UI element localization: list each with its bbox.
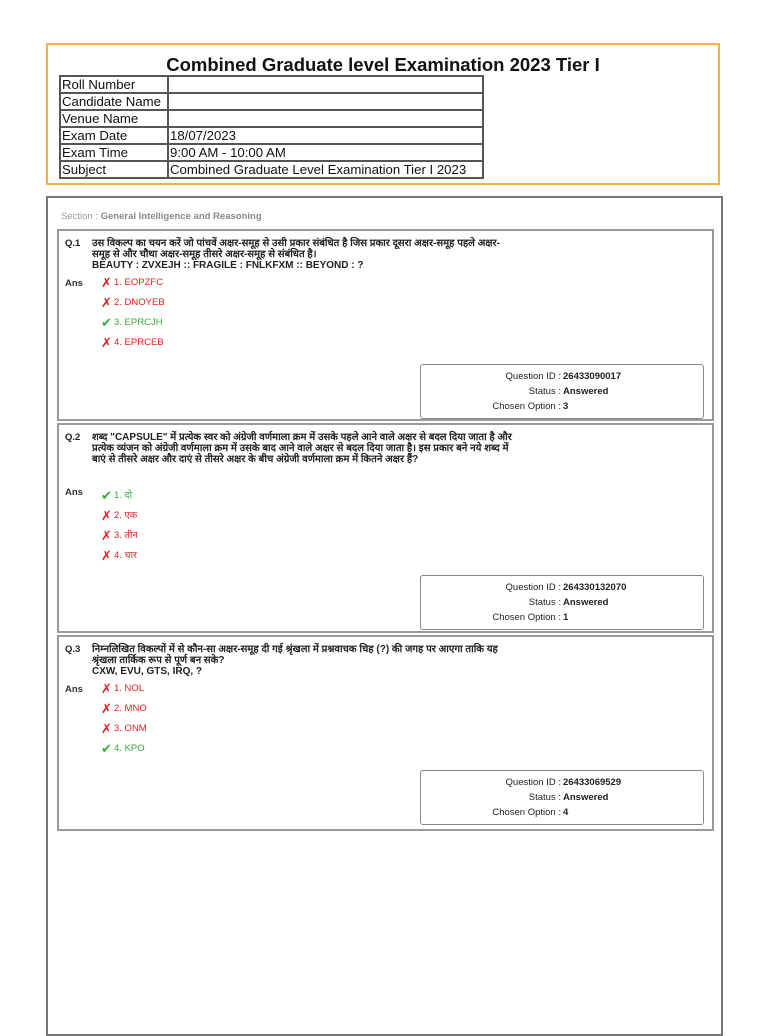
cross-icon: ✗ — [101, 721, 112, 736]
question-body: शब्द "CAPSULE" में प्रत्येक स्वर को अंग्रेजी वर्णमाला क्रम में उसके पहले आने वाले अक्षर से बदल दिया जाता है और प्रत्येक व्यंजन को अंग्रेजी वर्णमाला क्रम में उसके बाद आने वाले अक्षर से बदल दिया जाता है। इस प्रकार बने नये शब्द में बाएं से तीसरे अक्षर और दाएं से तीसरे अक्षर के बीच अंग्रेजी वर्णमाला क्रम में कितने अक्षर हैं? — [92, 432, 512, 465]
question-card — [57, 635, 714, 831]
section-prefix: Section : — [61, 211, 101, 222]
cross-icon: ✗ — [101, 335, 112, 350]
info-label: Candidate Name — [60, 93, 168, 110]
question-meta — [420, 575, 704, 630]
question-text — [92, 432, 512, 465]
question-card — [57, 423, 714, 633]
option-4: ✗ 4. चार — [99, 549, 137, 563]
info-value — [168, 110, 483, 127]
option-1: ✗ 1. EOPZFC — [99, 276, 163, 290]
meta-chosen-option: Chosen Option : 1 — [492, 612, 569, 623]
question-text — [92, 644, 507, 677]
ans-label: Ans — [65, 684, 83, 695]
question-body: उस विकल्प का चयन करें जो पांचवें अक्षर-समूह से उसी प्रकार संबंधित है जिस प्रकार दूसरा अक्षर-समूह पहले अक्षर-समूह से और चौथा अक्षर-समूह तीसरे अक्षर-समूह से संबंधित है। — [92, 238, 500, 260]
option-3: ✗ 3. तीन — [99, 529, 138, 543]
info-label: Roll Number — [60, 76, 168, 93]
table-row — [60, 161, 483, 178]
table-row — [60, 144, 483, 161]
cross-icon: ✗ — [101, 681, 112, 696]
meta-question-id: Question ID : 264330132070 — [505, 582, 627, 593]
question-subtext: BEAUTY : ZVXEJH :: FRAGILE : FNLKFXM :: BEYOND : ? — [92, 260, 364, 271]
cross-icon: ✗ — [101, 548, 112, 563]
question-meta — [420, 364, 704, 419]
check-icon: ✔ — [101, 741, 112, 756]
exam-header — [46, 43, 720, 185]
question-number: Q.3 — [65, 644, 81, 655]
meta-chosen-option: Chosen Option : 3 — [492, 401, 569, 412]
info-value: 9:00 AM - 10:00 AM — [168, 144, 483, 161]
meta-question-id: Question ID : 26433069529 — [505, 777, 622, 788]
ans-label: Ans — [65, 487, 83, 498]
ans-label: Ans — [65, 278, 83, 289]
exam-title: Combined Graduate level Examination 2023 Tier I — [166, 54, 600, 75]
option-2: ✗ 2. MNO — [99, 702, 147, 716]
question-text — [92, 238, 507, 271]
section-label — [61, 211, 262, 222]
meta-question-id: Question ID : 26433090017 — [505, 371, 622, 382]
table-row — [60, 76, 483, 93]
cross-icon: ✗ — [101, 508, 112, 523]
info-label: Exam Time — [60, 144, 168, 161]
check-icon: ✔ — [101, 315, 112, 330]
question-number: Q.1 — [65, 238, 81, 249]
table-row — [60, 127, 483, 144]
cross-icon: ✗ — [101, 295, 112, 310]
meta-chosen-option: Chosen Option : 4 — [492, 807, 569, 818]
question-body: निम्नलिखित विकल्पों में से कौन-सा अक्षर-समूह दी गई श्रृंखला में प्रश्नवाचक चिह (?) की जगह पर आएगा ताकि यह श्रृंखला तार्किक रूप से पूर्ण बन सके? — [92, 644, 498, 666]
option-4: ✗ 4. EPRCEB — [99, 336, 164, 350]
candidate-info-table — [59, 75, 484, 179]
info-value — [168, 76, 483, 93]
option-2: ✗ 2. DNOYEB — [99, 296, 165, 310]
meta-status: Status : Answered — [528, 597, 609, 608]
option-2: ✗ 2. एक — [99, 509, 137, 523]
cross-icon: ✗ — [101, 528, 112, 543]
question-subtext: CXW, EVU, GTS, IRQ, ? — [92, 666, 203, 677]
cross-icon: ✗ — [101, 701, 112, 716]
section-name: General Intelligence and Reasoning — [100, 211, 262, 222]
check-icon: ✔ — [101, 488, 112, 503]
cross-icon: ✗ — [101, 275, 112, 290]
question-number: Q.2 — [65, 432, 81, 443]
info-value: Combined Graduate Level Examination Tier I 2023 — [168, 161, 483, 178]
question-section — [46, 196, 723, 1036]
option-4: ✔ 4. KPO — [99, 742, 145, 756]
info-label: Exam Date — [60, 127, 168, 144]
table-row — [60, 93, 483, 110]
info-value — [168, 93, 483, 110]
meta-status: Status : Answered — [528, 792, 609, 803]
question-card — [57, 229, 714, 421]
option-1: ✔ 1. दो — [99, 489, 132, 503]
info-label: Subject — [60, 161, 168, 178]
info-label: Venue Name — [60, 110, 168, 127]
option-3: ✗ 3. ONM — [99, 722, 147, 736]
table-row — [60, 110, 483, 127]
question-meta — [420, 770, 704, 825]
option-1: ✗ 1. NOL — [99, 682, 144, 696]
option-3: ✔ 3. EPRCJH — [99, 316, 163, 330]
meta-status: Status : Answered — [528, 386, 609, 397]
info-value: 18/07/2023 — [168, 127, 483, 144]
